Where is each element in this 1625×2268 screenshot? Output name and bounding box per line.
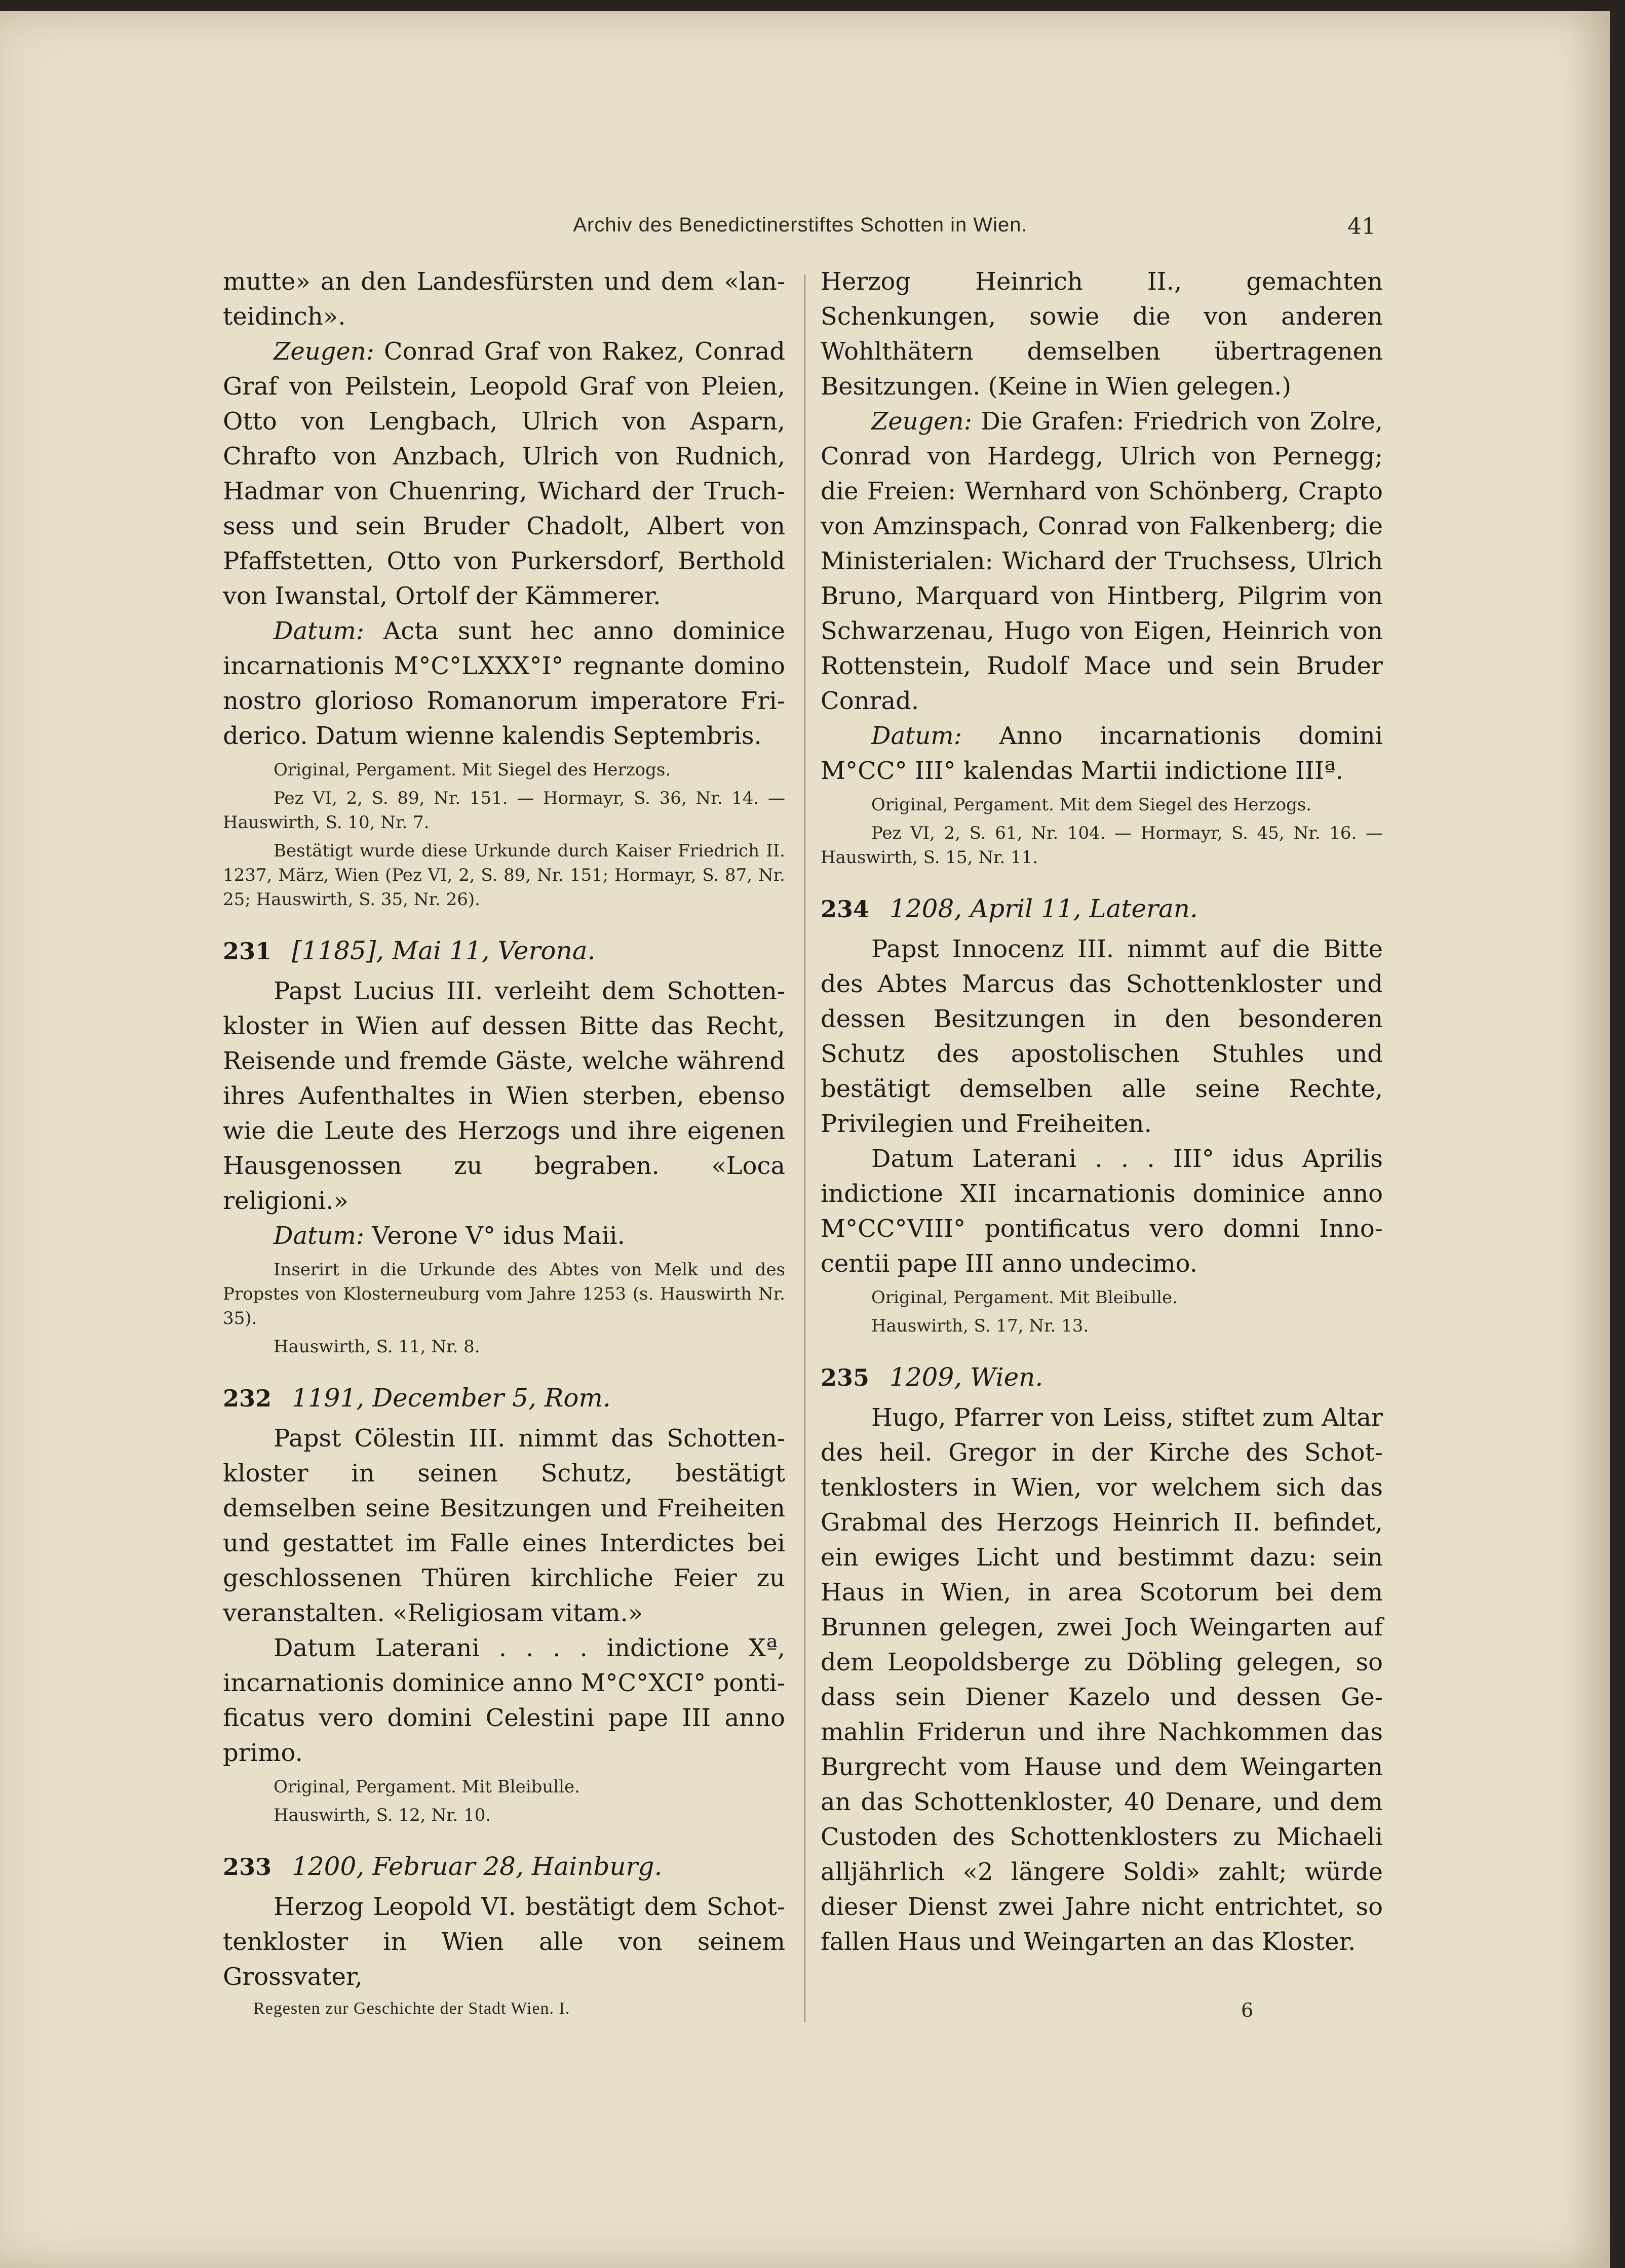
entry-heading bbox=[223, 933, 785, 969]
entry-date: 1200, Februar 28, Hainburg. bbox=[292, 1852, 663, 1881]
entry-summary: Herzog Leopold VI. bestätigt dem Schottenkloster in Wien alle von seinem Grossvater, bbox=[223, 1893, 785, 1991]
entry-date: [1185], Mai 11, Verona. bbox=[292, 936, 596, 965]
right-column bbox=[821, 264, 1383, 1960]
signature-line: Regesten zur Geschichte der Stadt Wien. I. bbox=[253, 1999, 570, 2018]
source-note: Original, Pergament. Mit Bleibulle. bbox=[871, 1287, 1178, 1308]
left-column bbox=[223, 264, 785, 1995]
datum-paragraph: Datum: Anno incarnationis domini M°CC° III° kalendas Martii indictione IIIª. bbox=[821, 722, 1383, 785]
entry-date: 1208, April 11, Lateran. bbox=[889, 894, 1198, 923]
entry-number: 233 bbox=[223, 1853, 272, 1881]
entry-number: 234 bbox=[821, 895, 870, 923]
column-rule bbox=[804, 275, 805, 2022]
entry-summary: Papst Innocenz III. nimmt auf die Bitte des Abtes Marcus das Schottenkloster und dessen Besitzungen in den besonderen Schutz des apostolischen Stuhles und bestätigt demselben alle seine Rechte, Privilegien und Freiheiten. bbox=[821, 935, 1383, 1138]
entry-date: 1209, Wien. bbox=[889, 1362, 1043, 1392]
datum-paragraph: Datum Laterani . . . . indictione Xª, incarnationis dominice anno M°C°XCI° pontificatus vero domini Celestini pape III anno primo. bbox=[223, 1634, 785, 1767]
entry-date: 1191, December 5, Rom. bbox=[292, 1383, 611, 1413]
entry-number: 232 bbox=[223, 1385, 272, 1412]
entry-heading bbox=[821, 1359, 1383, 1395]
source-note: Inserirt in die Urkunde des Abtes von Melk und des Propstes von Klosterneuburg vom Jahre 1253 (s. Hauswirth Nr. 35). bbox=[223, 1260, 785, 1328]
page bbox=[0, 11, 1610, 2268]
sheet-mark: 6 bbox=[1241, 1999, 1254, 2021]
continued-text: mutte» an den Landesfürsten und dem «lan- teidinch». bbox=[223, 267, 785, 331]
witnesses-paragraph: Zeugen: Conrad Graf von Rakez, Conrad Graf von Peilstein, Leopold Graf von Pleien, Otto von Lengbach, Ulrich von Asparn, Chrafto von Anzbach, Ulrich von Rudnich, Hadmar von Chuenring, Wichard der Truchsess und sein Bruder Chadolt, Albert von Pfaffstetten, Otto von Purkersdorf, Berthold von Iwanstal, Ortolf der Kämmerer. bbox=[223, 337, 785, 610]
source-note: Hauswirth, S. 17, Nr. 13. bbox=[871, 1316, 1089, 1336]
source-note: Original, Pergament. Mit Siegel des Herzogs. bbox=[274, 760, 671, 780]
source-note: Hauswirth, S. 12, Nr. 10. bbox=[274, 1805, 491, 1825]
entry-summary: Hugo, Pfarrer von Leiss, stiftet zum Altar des heil. Gregor in der Kirche des Schottenklosters in Wien, vor welchem sich das Grabmal des Herzogs Heinrich II. befindet, ein ewiges Licht und bestimmt dazu: sein Haus in Wien, in area Scotorum bei dem Brunnen gelegen, zwei Joch Weingarten auf dem Leopoldsberge zu Döbling gelegen, so dass sein Diener Kazelo und dessen Gemahlin Friderun und ihre Nachkommen das Burgrecht vom Hause und dem Weingarten an das Schottenkloster, 40 Denare, und dem Custoden des Schottenklosters zu Michaeli alljährlich «2 längere Soldi» zahlt; würde dieser Dienst zwei Jahre nicht entrichtet, so fallen Haus und Weingarten an das Kloster. bbox=[821, 1403, 1383, 1956]
source-note: Hauswirth, S. 11, Nr. 8. bbox=[274, 1337, 480, 1357]
source-note: Original, Pergament. Mit dem Siegel des Herzogs. bbox=[871, 795, 1312, 815]
running-title: Archiv des Benedictinerstiftes Schotten in Wien. bbox=[573, 214, 1028, 236]
datum-paragraph: Datum Laterani . . . III° idus Aprilis indictione XII incarnationis dominice anno M°CC°VIII° pontificatus vero domni Innocentii pape III anno undecimo. bbox=[821, 1145, 1383, 1278]
entry-heading bbox=[223, 1849, 785, 1885]
source-note: Pez VI, 2, S. 61, Nr. 104. — Hormayr, S. 45, Nr. 16. — Hauswirth, S. 15, Nr. 11. bbox=[821, 823, 1383, 868]
entry-summary: Papst Cölestin III. nimmt das Schottenkloster in seinen Schutz, bestätigt demselben seine Besitzungen und Freiheiten und gestattet im Falle eines Interdictes bei geschlossenen Thüren kirchliche Feier zu veranstalten. «Religiosam vitam.» bbox=[223, 1424, 785, 1627]
continued-text: Herzog Heinrich II., gemachten Schenkungen, sowie die von anderen Wohlthätern demselben übertragenen Besitzungen. (Keine in Wien gelegen.) bbox=[821, 267, 1383, 401]
source-note: Original, Pergament. Mit Bleibulle. bbox=[274, 1777, 580, 1797]
source-note: Bestätigt wurde diese Urkunde durch Kaiser Friedrich II. 1237, März, Wien (Pez VI, 2, S. 89, Nr. 151; Hormayr, S. 87, Nr. 25; Hauswirth, S. 35, Nr. 26). bbox=[223, 841, 785, 910]
entry-heading bbox=[821, 891, 1383, 927]
entry-summary: Papst Lucius III. verleiht dem Schottenkloster in Wien auf dessen Bitte das Recht, Reisende und fremde Gäste, welche während ihres Aufenthaltes in Wien sterben, ebenso wie die Leute des Herzogs und ihre eigenen Hausgenossen zu begraben. «Loca religioni.» bbox=[223, 977, 785, 1215]
entry-number: 235 bbox=[821, 1364, 870, 1391]
datum-paragraph: Datum: Acta sunt hec anno dominice incarnationis M°C°LXXX°I° regnante domino nostro glorioso Romanorum imperatore Friderico. Datum wienne kalendis Septembris. bbox=[223, 617, 785, 750]
witnesses-paragraph: Zeugen: Die Grafen: Friedrich von Zolre, Conrad von Hardegg, Ulrich von Pernegg; die Freien: Wernhard von Schönberg, Crapto von Amzinspach, Conrad von Falkenberg; die Ministerialen: Wichard der Truchsess, Ulrich Bruno, Marquard von Hintberg, Pilgrim von Schwarzenau, Hugo von Eigen, Heinrich von Rottenstein, Rudolf Mace und sein Bruder Conrad. bbox=[821, 407, 1383, 715]
entry-number: 231 bbox=[223, 937, 272, 965]
source-note: Pez VI, 2, S. 89, Nr. 151. — Hormayr, S. 36, Nr. 14. — Hauswirth, S. 10, Nr. 7. bbox=[223, 788, 785, 833]
page-number: 41 bbox=[1347, 214, 1376, 240]
datum-paragraph: Datum: Verone V° idus Maii. bbox=[274, 1222, 625, 1250]
entry-heading bbox=[223, 1380, 785, 1416]
